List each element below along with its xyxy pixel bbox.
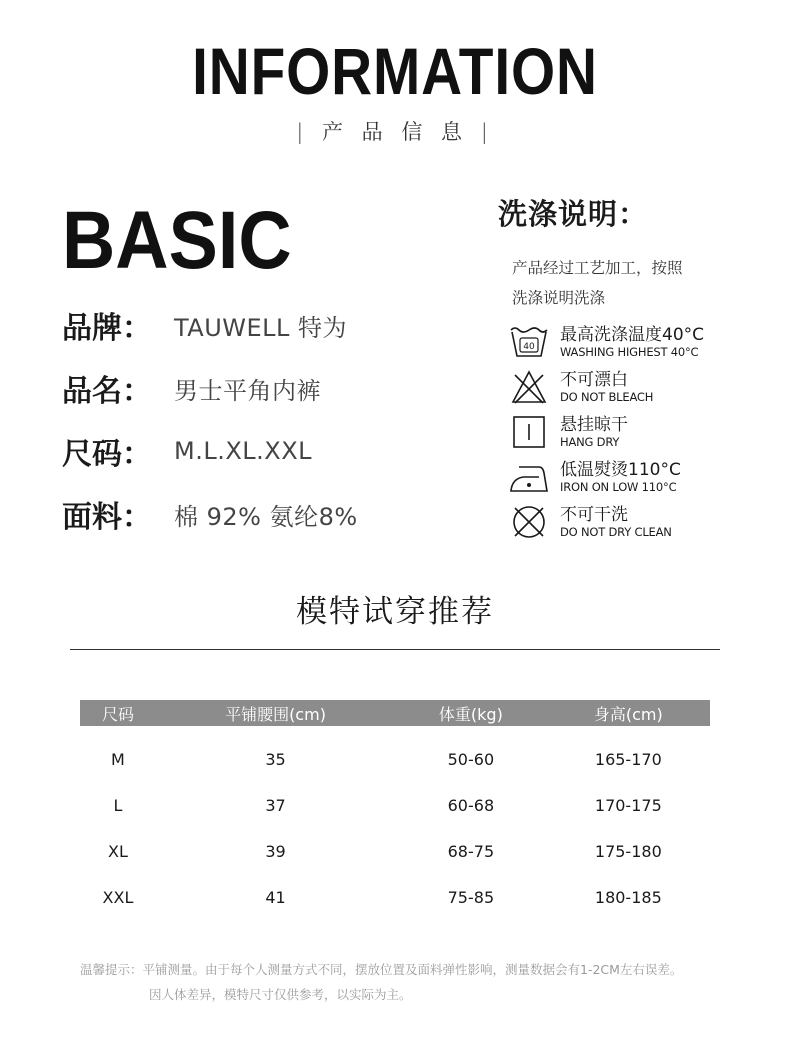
table-cell: 170-175 [594, 795, 662, 815]
table-cell: 35 [265, 749, 286, 769]
page-title: INFORMATION [192, 34, 598, 108]
care-cn: 不可干洗 [560, 505, 628, 525]
wash-temp-label: 40 [523, 342, 535, 352]
info-key: 品牌： [62, 311, 152, 346]
measurement-note: 温馨提示：平铺测量。由于每个人测量方式不同，摆放位置及面料弹性影响，测量数据会有1-2CM左右误差。 [80, 962, 683, 977]
info-row-product-name [62, 368, 321, 408]
basic-heading: BASIC [62, 195, 292, 286]
table-cell: L [113, 795, 123, 815]
care-item-dry-clean [508, 500, 672, 544]
subtitle-bar-right: | [480, 120, 494, 144]
table-cell: M [111, 749, 125, 769]
model-section-title: 模特试穿推荐 [296, 594, 494, 630]
washing-title: 洗涤说明： [498, 197, 649, 231]
table-cell: 75-85 [447, 887, 495, 907]
no-bleach-icon [508, 367, 550, 407]
info-value: 男士平角内裤 [174, 376, 321, 405]
table-cell: 37 [265, 795, 286, 815]
info-key: 尺码： [62, 437, 152, 472]
care-en: DO NOT BLEACH [560, 390, 654, 404]
table-cell: 60-68 [447, 795, 495, 815]
care-cn: 不可漂白 [560, 370, 628, 390]
table-cell: 180-185 [594, 887, 662, 907]
column-header: 身高(cm) [547, 700, 710, 726]
subtitle-text: 产 品 信 息 [321, 120, 469, 144]
care-en: HANG DRY [560, 435, 620, 449]
care-item-dry [508, 410, 628, 454]
info-row-size [62, 431, 312, 471]
table-cell: 50-60 [447, 749, 495, 769]
table-row [80, 874, 710, 920]
care-item-bleach [508, 365, 653, 409]
subtitle-bar-left: | [296, 120, 310, 144]
care-en: IRON ON LOW 110°C [560, 480, 677, 494]
table-cell: 175-180 [594, 841, 662, 861]
table-cell: 68-75 [447, 841, 495, 861]
info-key: 品名： [62, 374, 152, 409]
care-en: DO NOT DRY CLEAN [560, 525, 672, 539]
column-header: 体重(kg) [395, 700, 547, 726]
info-row-fabric [62, 494, 358, 534]
care-item-wash [508, 320, 704, 364]
care-cn: 最高洗涤温度40°C [560, 325, 705, 345]
washing-description [512, 253, 732, 313]
column-header: 平铺腰围(cm) [156, 700, 395, 726]
page-subtitle [0, 116, 790, 146]
table-cell: 41 [265, 887, 286, 907]
iron-low-icon [508, 457, 550, 497]
table-row [80, 726, 710, 782]
info-value: M.L.XL.XXL [174, 437, 313, 465]
info-value: TAUWELL 特为 [174, 313, 348, 342]
table-cell: XXL [102, 887, 134, 907]
size-table [80, 700, 710, 920]
table-cell: XL [108, 841, 128, 861]
column-header: 尺码 [80, 700, 156, 726]
table-row [80, 782, 710, 828]
table-header-row [80, 700, 710, 726]
care-cn: 低温熨烫110°C [560, 460, 681, 480]
info-key: 面料： [62, 500, 152, 535]
wash-40-icon [508, 322, 550, 362]
care-en: WASHING HIGHEST 40°C [560, 345, 699, 359]
info-row-brand [62, 305, 347, 345]
measurement-note-secondary: 因人体差异，模特尺寸仅供参考，以实际为主。 [149, 987, 412, 1002]
no-dry-clean-icon [508, 502, 550, 542]
info-value: 棉 92% 氨纶8% [174, 502, 358, 531]
care-item-iron [508, 455, 681, 499]
table-cell: 39 [265, 841, 286, 861]
section-divider [70, 649, 720, 650]
table-cell: 165-170 [594, 749, 662, 769]
washing-desc-line: 洗涤说明洗涤 [512, 289, 606, 307]
washing-desc-line: 产品经过工艺加工，按照 [512, 259, 683, 277]
care-cn: 悬挂晾干 [560, 415, 628, 435]
table-row [80, 828, 710, 874]
hang-dry-icon [508, 412, 550, 452]
